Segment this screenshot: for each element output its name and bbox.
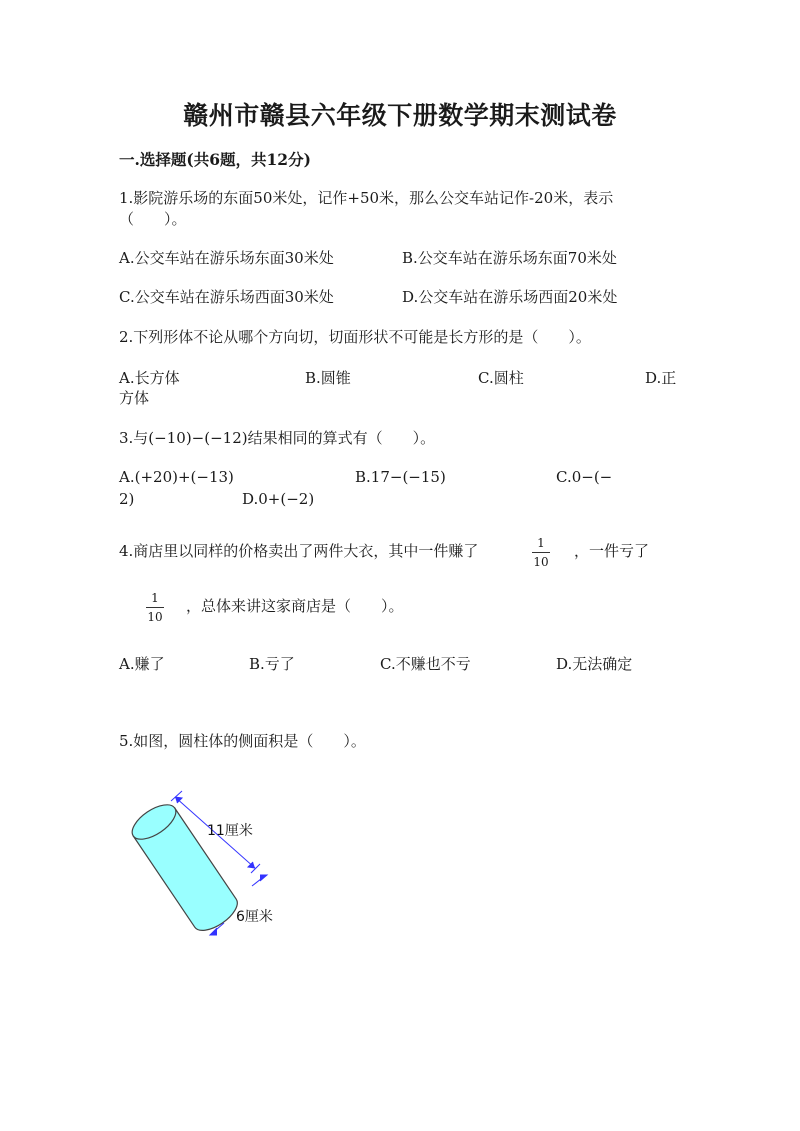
question-2-stem: 2.下列形体不论从哪个方向切，切面形状不可能是长方形的是（ ）。 <box>119 328 591 346</box>
question-1-option-d: D.公交车站在游乐场西面20米处 <box>402 288 618 306</box>
question-2-option-b: B.圆锥 <box>305 369 351 387</box>
question-3-option-b: B.17−(−15) <box>355 468 446 486</box>
diameter-label: 6厘米 <box>236 909 273 925</box>
question-3-option-a: A.(+20)+(−13) <box>119 468 234 486</box>
question-4-option-a: A.赚了 <box>119 655 165 673</box>
length-label: 11厘米 <box>207 823 253 839</box>
question-5-stem: 5.如图，圆柱体的侧面积是（ ）。 <box>119 732 366 750</box>
question-2-option-d-wrap: 方体 <box>119 389 150 407</box>
fraction-one-tenth <box>530 536 552 569</box>
fraction-one-tenth-2 <box>144 591 166 624</box>
question-1-stem-cont: （ ）。 <box>119 210 187 228</box>
question-4-option-c: C.不赚也不亏 <box>380 655 471 673</box>
fraction-denominator: 10 <box>533 555 549 569</box>
question-4-option-b: B.亏了 <box>249 655 295 673</box>
question-3-option-d: D.0+(−2) <box>242 490 315 508</box>
question-4-stem-part1: 4.商店里以同样的价格卖出了两件大衣，其中一件赚了 <box>119 542 479 560</box>
question-3-option-c-wrap: 2) <box>119 490 135 508</box>
question-1-option-b: B.公交车站在游乐场东面70米处 <box>402 249 617 267</box>
fraction-denominator: 10 <box>147 610 163 624</box>
question-4-stem-part2: ，一件亏了 <box>574 542 650 560</box>
question-2-option-a: A.长方体 <box>119 369 180 387</box>
question-4-option-d: D.无法确定 <box>556 655 633 673</box>
page-title: 赣州市赣县六年级下册数学期末测试卷 <box>183 101 617 130</box>
question-4-stem-part3: ，总体来讲这家商店是（ ）。 <box>186 597 404 615</box>
question-3-stem: 3.与(−10)−(−12)结果相同的算式有（ ）。 <box>119 429 436 447</box>
fraction-numerator: 1 <box>537 536 545 550</box>
question-3-option-c: C.0−(− <box>556 468 613 486</box>
section-heading: 一.选择题(共6题，共12分) <box>119 150 311 169</box>
question-1-stem: 1.影院游乐场的东面50米处，记作+50米，那么公交车站记作-20米，表示 <box>119 189 614 207</box>
question-2-option-d: D.正 <box>645 369 677 387</box>
question-1-option-c: C.公交车站在游乐场西面30米处 <box>119 288 334 306</box>
fraction-numerator: 1 <box>151 591 159 605</box>
question-1-option-a: A.公交车站在游乐场东面30米处 <box>119 249 334 267</box>
cylinder-figure <box>120 785 290 945</box>
question-2-option-c: C.圆柱 <box>478 369 524 387</box>
